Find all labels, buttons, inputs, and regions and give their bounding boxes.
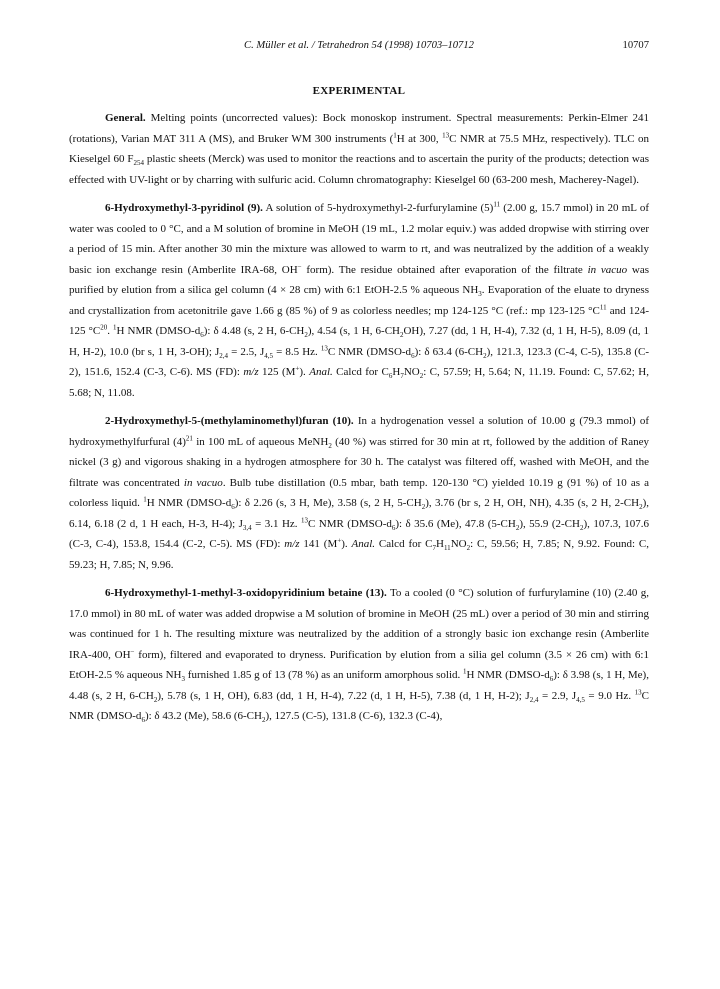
text-run: ): δ 43.2 (Me), 58.6 (6-CH <box>144 710 262 722</box>
text-run: ), 127.5 (C-5), 131.8 (C-6), 132.3 (C-4), <box>265 710 443 722</box>
text-run: was purified by elution from a silica gel column (4 × 28 cm) with 6:1 EtOH-2.5 % aqueous NH <box>69 263 650 296</box>
text-run: furnished 1.85 g of 13 (78 %) as an uniform amorphous solid. <box>185 669 464 681</box>
superscript: 1 <box>143 495 147 504</box>
section-heading: EXPERIMENTAL <box>312 85 406 97</box>
text-run: ), 107.3, 107.6 (C-3, C-4), 153.8, 154.4 (C-2, C-5). MS (FD): <box>69 517 650 550</box>
text-run: H <box>435 538 444 550</box>
superscript: 1 <box>463 667 467 676</box>
text-run: ): δ 4.48 (s, 2 H, 6-CH <box>203 325 305 337</box>
subscript: 2 <box>399 331 404 340</box>
italic-run: Anal. <box>309 366 333 378</box>
text-run: and 124-125 °C <box>69 304 649 337</box>
text-run: ): δ 3.98 (s, 1 H, Me), 4.48 (s, 2 H, 6-CH <box>69 669 649 702</box>
journal-citation: C. Müller et al. / Tetrahedron 54 (1998) 10703–10712 <box>244 40 474 51</box>
subscript: 2 <box>419 372 424 381</box>
text-run: 141 (M <box>299 538 338 550</box>
paragraph-lead: General. <box>105 112 146 124</box>
subscript: 6 <box>388 372 393 381</box>
text-run: H NMR (DMSO-d <box>466 669 550 681</box>
text-run: H NMR (DMSO-d <box>146 497 232 509</box>
paragraph-general <box>69 108 649 190</box>
text-run: . <box>107 325 114 337</box>
subscript: 2 <box>466 544 471 553</box>
text-run: 125 (M <box>258 366 296 378</box>
subscript: 2 <box>639 503 643 512</box>
text-run: ): δ 63.4 (6-CH <box>414 345 484 358</box>
text-run: In a hydrogenation vessel a solution of 10.00 g (79.3 mmol) of hydroxymethylfurfural (4) <box>69 415 650 448</box>
subscript: 2 <box>328 441 332 450</box>
paragraph-lead: 2-Hydroxymethyl-5-(methylaminomethyl)furan (10). <box>105 415 354 427</box>
text-run: Melting points (uncorrected values): Bock monoskop instrument. Spectral measurements: Perkin-Elmer 241 (rotations), Varian MAT 311 A (MS), and Bruker WM 300 instruments ( <box>69 112 649 145</box>
italic-run: in vacuo <box>183 476 223 489</box>
text-run: Calcd for C <box>375 538 433 550</box>
text-run: ), 55.9 (2-CH <box>519 517 580 530</box>
text-run: (40 %) was stirred for 30 min at rt, followed by the addition of Raney nickel (3 g) and vigorous shaking in a hydrogen atmosphere for 30 h. The catalyst was filtered off, washed with MeOH, and the filtrate was concentrated <box>69 435 649 489</box>
superscript: 13 <box>300 515 308 524</box>
text-run: C NMR (DMSO-d <box>69 689 649 722</box>
subscript: 2 <box>304 331 308 340</box>
text-run: form). The residue obtained after evaporation of the filtrate <box>301 263 588 276</box>
text-run: A solution of 5-hydroxymethyl-2-furfurylamine (5) <box>262 202 494 214</box>
text-run: ), 5.78 (s, 1 H, OH), 6.83 (dd, 1 H, H-4), 7.22 (d, 1 H, H-5), 7.38 (d, 1 H, H-2); J <box>157 689 530 702</box>
subscript: 2 <box>261 716 266 725</box>
text-run: NO <box>450 538 467 550</box>
paragraph-lead: 6-Hydroxymethyl-3-pyridinol (9). <box>105 202 263 214</box>
superscript: + <box>295 364 300 373</box>
subscript: 6 <box>549 675 554 684</box>
superscript: 20 <box>100 323 108 332</box>
paragraph-compound-13 <box>69 583 649 727</box>
text-run: To a cooled (0 °C) solution of furfurylamine (10) (2.40 g, 17.0 mmol) in 80 mL of water was added dropwise a M solution of bromine in MeOH (25 mL) over a period of 30 min and stirring was continued for 1 h. The resulting mixture was neutralized by the addition of a strongly basic ion exchange resin (Amberlite IRA-400, OH <box>69 587 649 661</box>
text-run: H NMR (DMSO-d <box>116 325 201 337</box>
subscript: 4,5 <box>264 351 273 360</box>
text-run: C NMR (DMSO-d <box>327 345 412 358</box>
subscript: 6 <box>391 523 396 532</box>
superscript: 21 <box>185 433 193 442</box>
subscript: 11 <box>443 544 451 553</box>
superscript: 11 <box>599 302 607 311</box>
subscript: 7 <box>432 544 436 553</box>
text-run: ), 121.3, 123.3 (C-4, C-5), 135.8 (C-2), 151.6, 152.4 (C-3, C-6). MS (FD): <box>69 345 649 378</box>
text-run: NO <box>403 366 420 378</box>
paragraph-compound-10 <box>69 411 649 575</box>
text-run: C NMR at 75.5 MHz, respectively). TLC on Kieselgel 60 F <box>69 132 649 165</box>
text-run: = 2.5, J <box>228 345 265 358</box>
subscript: 3 <box>478 290 482 299</box>
running-header <box>69 0 649 63</box>
italic-run: m/z <box>243 366 259 378</box>
text-run: ), 4.54 (s, 1 H, 6-CH <box>307 325 400 337</box>
subscript: 6 <box>411 351 415 360</box>
text-run: ), 6.14, 6.18 (2 d, 1 H each, H-3, H-4); J <box>69 497 650 530</box>
text-run: C NMR (DMSO-d <box>307 517 392 530</box>
text-run: ): δ 2.26 (s, 3 H, Me), 3.58 (s, 2 H, 5-CH <box>234 497 422 509</box>
superscript: − <box>297 261 302 270</box>
subscript: 6 <box>141 716 145 725</box>
text-run: ). <box>299 366 310 378</box>
text-run: . Bulb tube distillation (0.5 mbar, bath temp. 120-130 °C) yielded 10.19 g (91 %) of 10 as a colorless liquid. <box>69 476 649 509</box>
subscript: 254 <box>133 159 144 168</box>
text-run: (2.00 g, 15.7 mmol) in 20 mL of water was cooled to 0 °C, and a M solution of bromine in MeOH (19 mL, 1.2 molar equiv.) was added dropwise with stirring over a period of 15 min. After another 30 min the mixture was allowed to warm to rt, and was neutralized by the addition of a weakly basic ion exchange resin (Amberlite IRA-68, OH <box>69 202 649 276</box>
text-run: OH), 7.27 (dd, 1 H, H-4), 7.32 (d, 1 H, H-5), 8.09 (d, 1 H, H-2), 10.0 (br s, 1 H, 3-OH); J <box>69 325 650 358</box>
text-run: ). <box>341 538 352 550</box>
subscript: 2 <box>515 523 520 532</box>
subscript: 2 <box>421 503 426 512</box>
text-run: ), 3.76 (br s, 2 H, OH, NH), 4.35 (s, 2 H, 2-CH <box>425 497 640 509</box>
text-run: Calcd for C <box>332 366 389 378</box>
text-run: ): δ 35.6 (Me), 47.8 (5-CH <box>395 517 516 530</box>
text-run: = 2.9, J <box>538 689 577 702</box>
superscript: 11 <box>493 200 501 209</box>
subscript: 3,4 <box>242 523 252 532</box>
subscript: 3 <box>181 675 185 684</box>
paragraph-compound-9 <box>69 198 649 403</box>
subscript: 6 <box>231 503 235 512</box>
subscript: 2,4 <box>219 351 228 360</box>
superscript: 13 <box>634 687 642 696</box>
subscript: 2 <box>483 351 487 360</box>
subscript: 2,4 <box>529 695 539 704</box>
text-run: = 3.1 Hz. <box>251 517 301 530</box>
paragraph-lead: 6-Hydroxymethyl-1-methyl-3-oxidopyridinium betaine (13). <box>105 587 387 599</box>
superscript: 13 <box>320 343 328 352</box>
superscript: − <box>130 646 135 655</box>
text-run: in 100 mL of aqueous MeNH <box>192 435 329 448</box>
superscript: 1 <box>393 130 397 139</box>
superscript: 1 <box>113 323 117 332</box>
subscript: 4,5 <box>576 695 585 704</box>
italic-run: m/z <box>284 538 300 550</box>
page-number: 10707 <box>622 40 649 51</box>
italic-run: Anal. <box>351 538 376 550</box>
text-run: : C, 59.56; H, 7.85; N, 9.92. Found: C, 59.23; H, 7.85; N, 9.96. <box>69 538 649 571</box>
text-run: H <box>392 366 401 378</box>
superscript: + <box>337 536 342 545</box>
text-run: = 8.5 Hz. <box>273 345 321 358</box>
subscript: 6 <box>200 331 204 340</box>
subscript: 2 <box>153 695 158 704</box>
text-run: plastic sheets (Merck) was used to monitor the reactions and to ascertain the purity of the products; detection was effected with UV-light or by charring with sulfuric acid. Column chromatography: Kieselgel 60 (63-200 mesh, Macherey-Nagel). <box>69 153 649 186</box>
text-run: . Evaporation of the eluate to dryness and crystallization from acetonitrile gave 1.66 g (85 %) of 9 as colorless needles; mp 124-125 °C (ref.: mp 123-125 °C <box>69 284 649 317</box>
text-run: form), filtered and evaporated to dryness. Purification by elution from a silia gel column (3.5 × 26 cm) with 6:1 EtOH-2.5 % aqueous NH <box>69 648 649 681</box>
subscript: 7 <box>400 372 404 381</box>
superscript: 13 <box>442 130 450 139</box>
subscript: 2 <box>579 523 584 532</box>
text-run: = 9.0 Hz. <box>584 689 635 702</box>
text-run: : C, 57.59; H, 5.64; N, 11.19. Found: C, 57.62; H, 5.68; N, 11.08. <box>69 366 649 399</box>
text-run: H at 300, <box>396 132 443 145</box>
italic-run: in vacuo <box>587 263 628 276</box>
